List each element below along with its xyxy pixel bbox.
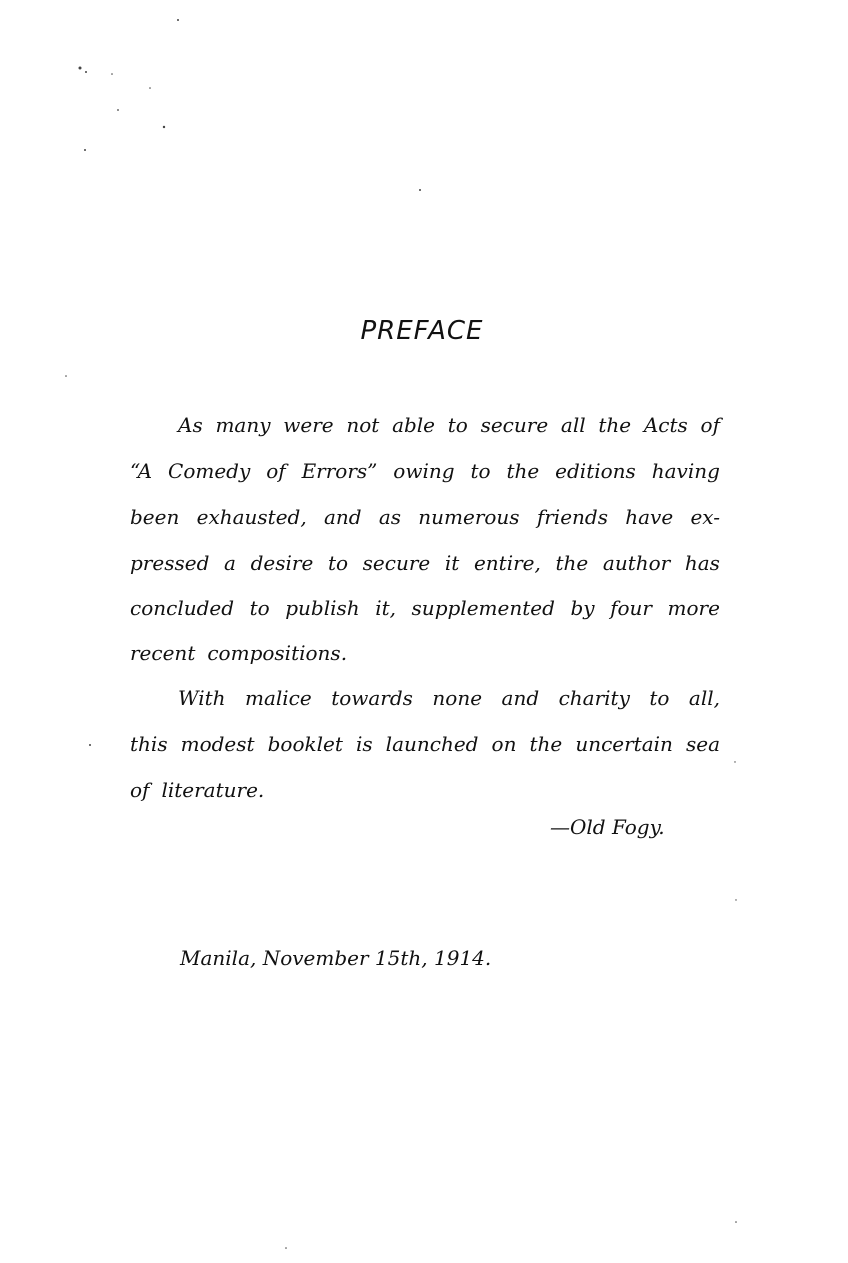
word: been: [130, 505, 180, 529]
word: “A: [130, 459, 153, 483]
text-line: [130, 778, 720, 802]
word: it: [444, 551, 460, 575]
word: author: [602, 551, 671, 575]
word: it,: [375, 596, 396, 620]
word: able: [392, 413, 436, 437]
word: having: [651, 459, 720, 483]
word: by: [570, 596, 595, 620]
word: ex-: [690, 505, 720, 529]
word: is: [355, 732, 373, 756]
text-line: [130, 505, 720, 529]
word: as: [378, 505, 402, 529]
word: pressed: [130, 551, 210, 575]
text-line: [178, 413, 720, 437]
word: exhausted,: [196, 505, 307, 529]
word: to: [649, 686, 670, 710]
word: uncertain: [575, 732, 673, 756]
word: editions: [555, 459, 636, 483]
word: the: [529, 732, 563, 756]
word: to: [327, 551, 349, 575]
word: have: [625, 505, 674, 529]
word: Acts: [643, 413, 688, 437]
signature: —Old Fogy.: [550, 815, 665, 839]
word: none: [432, 686, 483, 710]
word: launched: [385, 732, 479, 756]
word: friends: [536, 505, 608, 529]
word: numerous: [418, 505, 520, 529]
word: has: [684, 551, 720, 575]
page-title: PREFACE: [360, 316, 484, 346]
word: compositions.: [207, 641, 348, 665]
word: malice: [245, 686, 312, 710]
text-line: [130, 551, 720, 575]
word: of: [266, 459, 286, 483]
word: towards: [331, 686, 413, 710]
word: booklet: [267, 732, 343, 756]
text-line: [178, 686, 720, 710]
word: this: [130, 732, 168, 756]
word: and: [501, 686, 540, 710]
word: to: [447, 413, 468, 437]
text-line: [130, 641, 720, 665]
word: all: [560, 413, 586, 437]
word: charity: [558, 686, 630, 710]
word: sea: [685, 732, 720, 756]
word: secure: [480, 413, 549, 437]
word: many: [215, 413, 271, 437]
word: concluded: [130, 596, 235, 620]
word: on: [491, 732, 517, 756]
word: Comedy: [168, 459, 251, 483]
word: owing: [393, 459, 455, 483]
text-line: [130, 596, 720, 620]
word: entire,: [473, 551, 541, 575]
text-line: [130, 459, 720, 483]
text-line: [130, 732, 720, 756]
word: As: [178, 413, 203, 437]
place-date: Manila, November 15th, 1914.: [180, 946, 492, 970]
word: to: [249, 596, 270, 620]
word: more: [667, 596, 720, 620]
word: not: [346, 413, 380, 437]
word: desire: [250, 551, 314, 575]
word: all,: [688, 686, 720, 710]
word: of: [700, 413, 720, 437]
word: With: [178, 686, 226, 710]
word: literature.: [161, 778, 265, 802]
word: the: [506, 459, 540, 483]
word: Errors”: [301, 459, 378, 483]
word: four: [610, 596, 652, 620]
word: to: [470, 459, 491, 483]
word: the: [555, 551, 589, 575]
word: of: [130, 778, 150, 802]
word: supplemented: [411, 596, 555, 620]
word: modest: [180, 732, 255, 756]
word: and: [323, 505, 362, 529]
word: a: [224, 551, 236, 575]
word: recent: [130, 641, 196, 665]
word: publish: [285, 596, 360, 620]
word: were: [283, 413, 334, 437]
word: secure: [362, 551, 431, 575]
word: the: [598, 413, 632, 437]
